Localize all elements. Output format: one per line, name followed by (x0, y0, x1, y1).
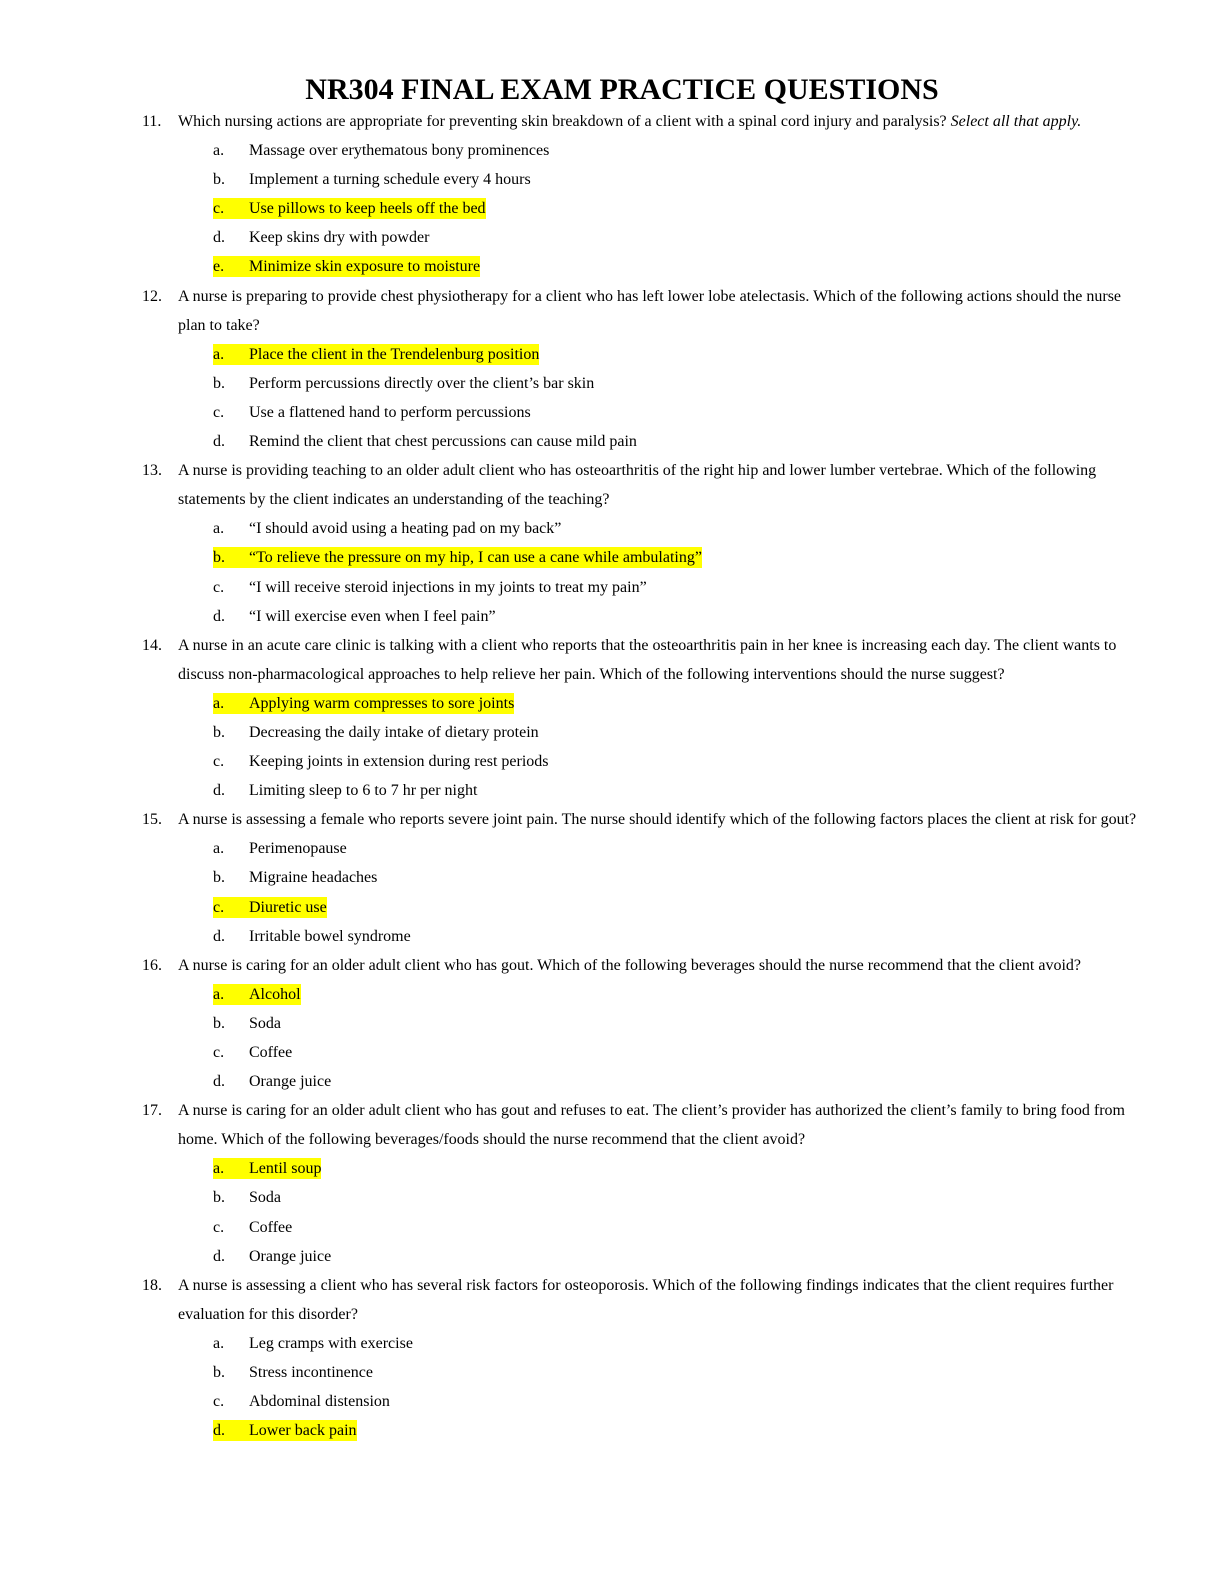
option-text: “I will receive steroid injections in my joints to treat my pain” (249, 578, 647, 596)
answer-option (0, 369, 1224, 398)
question-item (0, 107, 1224, 282)
answer-option (0, 573, 1224, 602)
option-content (213, 897, 327, 918)
option-text: Remind the client that chest percussions can cause mild pain (249, 433, 637, 451)
option-text: Applying warm compresses to sore joints (249, 694, 515, 712)
option-content (213, 1013, 281, 1034)
option-letter: c. (213, 578, 225, 596)
question-text (178, 107, 1143, 136)
option-letter: d. (213, 229, 225, 247)
option-text: Use pillows to keep heels off the bed (249, 200, 486, 218)
answer-option (0, 863, 1224, 892)
option-text: Keeping joints in extension during rest periods (249, 753, 549, 771)
option-content (213, 518, 561, 539)
option-content (213, 693, 514, 714)
question-stem: A nurse is assessing a client who has several risk factors for osteoporosis. Which of the following findings indicates that the client requires further evaluation for this disorder? (178, 1276, 1114, 1323)
question-item (0, 951, 1224, 1096)
option-content (213, 1333, 413, 1354)
question-number: 17. (142, 1102, 162, 1120)
question-text (178, 456, 1143, 514)
option-content (213, 1391, 390, 1412)
option-letter: d. (213, 782, 225, 800)
option-text: “I should avoid using a heating pad on my back” (249, 520, 562, 538)
answer-option (0, 136, 1224, 165)
question-item (0, 631, 1224, 806)
option-letter: b. (213, 374, 225, 392)
answer-option (0, 1329, 1224, 1358)
option-content (213, 1246, 331, 1267)
option-content (213, 722, 539, 743)
option-letter: c. (213, 1044, 225, 1061)
answer-option-highlighted (0, 980, 1224, 1009)
answer-option (0, 165, 1224, 194)
option-text: Perform percussions directly over the client’s bar skin (249, 374, 595, 392)
option-content (213, 169, 531, 190)
option-content (213, 606, 496, 627)
option-letter: b. (213, 1364, 225, 1382)
option-text: Lower back pain (249, 1422, 357, 1440)
option-letter: b. (213, 869, 225, 887)
option-content (213, 926, 411, 947)
option-letter: a. (213, 694, 225, 712)
question-item (0, 282, 1224, 457)
option-text: Massage over erythematous bony prominences (249, 142, 550, 160)
question-text (178, 805, 1143, 834)
option-list (0, 980, 1224, 1096)
option-content (213, 198, 486, 219)
answer-option (0, 1358, 1224, 1387)
option-letter: d. (213, 607, 225, 625)
answer-option-highlighted (0, 194, 1224, 223)
question-stem: Which nursing actions are appropriate for preventing skin breakdown of a client with a spinal cord injury and paralysis? (178, 113, 951, 130)
answer-option (0, 223, 1224, 252)
option-letter: a. (213, 985, 225, 1003)
question-item (0, 805, 1224, 950)
option-text: Orange juice (249, 1073, 332, 1091)
option-text: Abdominal distension (249, 1393, 390, 1411)
option-content (213, 344, 539, 365)
option-letter: d. (213, 927, 225, 945)
answer-option-highlighted (0, 1416, 1224, 1445)
option-letter: b. (213, 549, 225, 567)
question-stem: A nurse in an acute care clinic is talking with a client who reports that the osteoarthritis pain in her knee is increasing each day. The client wants to discuss non-pharmacological approaches to help relieve her pain. Which of the following interventions should the nurse suggest? (178, 636, 1117, 683)
answer-option (0, 514, 1224, 543)
question-number: 15. (142, 811, 162, 829)
option-letter: c. (213, 200, 225, 218)
option-text: Minimize skin exposure to moisture (249, 258, 481, 276)
question-instruction: Select all that apply. (950, 113, 1082, 130)
option-letter: d. (213, 1422, 225, 1440)
answer-option-highlighted (0, 893, 1224, 922)
option-content (213, 984, 301, 1005)
option-text: Use a flattened hand to perform percussions (249, 403, 531, 421)
option-letter: a. (213, 1334, 225, 1352)
option-text: Place the client in the Trendelenburg position (249, 345, 540, 363)
option-letter: a. (213, 520, 225, 538)
option-letter: c. (213, 403, 225, 421)
question-item (0, 456, 1224, 631)
question-number: 13. (142, 462, 162, 480)
option-letter: d. (213, 433, 225, 451)
option-text: Orange juice (249, 1247, 332, 1265)
option-letter: b. (213, 723, 225, 741)
option-text: Stress incontinence (249, 1364, 373, 1382)
option-text: Migraine headaches (249, 869, 378, 887)
question-item (0, 1096, 1224, 1271)
option-content (213, 373, 594, 394)
option-letter: a. (213, 345, 225, 363)
option-text: “I will exercise even when I feel pain” (249, 607, 496, 625)
option-content (213, 1420, 357, 1441)
question-stem: A nurse is assessing a female who reports severe joint pain. The nurse should identify which of the following factors places the client at risk for gout? (178, 811, 1137, 829)
option-content (213, 1187, 281, 1208)
option-letter: e. (213, 258, 225, 276)
question-number: 11. (142, 113, 162, 130)
option-content (213, 577, 647, 598)
option-content (213, 547, 702, 568)
option-letter: c. (213, 898, 225, 916)
option-letter: b. (213, 171, 225, 189)
question-stem: A nurse is caring for an older adult client who has gout. Which of the following beverages should the nurse recommend that the client avoid? (178, 956, 1082, 974)
question-text (178, 631, 1143, 689)
option-content (213, 1071, 331, 1092)
option-content (213, 402, 531, 423)
question-number: 12. (142, 287, 162, 305)
option-content (213, 227, 429, 248)
answer-option (0, 834, 1224, 863)
option-list (0, 1329, 1224, 1445)
option-content (213, 256, 480, 277)
question-text (178, 1096, 1143, 1154)
answer-option (0, 398, 1224, 427)
option-text: Limiting sleep to 6 to 7 hr per night (249, 782, 478, 800)
page-title: NR304 FINAL EXAM PRACTICE QUESTIONS (305, 73, 939, 106)
option-text: Soda (249, 1014, 281, 1032)
option-letter: d. (213, 1073, 225, 1091)
option-letter: b. (213, 1189, 225, 1207)
answer-option (0, 427, 1224, 456)
answer-option (0, 1038, 1224, 1067)
option-letter: a. (213, 840, 225, 858)
answer-option (0, 747, 1224, 776)
question-number: 18. (142, 1276, 162, 1294)
option-letter: a. (213, 142, 225, 160)
option-text: Implement a turning schedule every 4 hours (249, 171, 531, 189)
option-text: Coffee (249, 1218, 293, 1236)
option-content (213, 431, 637, 452)
option-content (213, 838, 347, 859)
option-text: Decreasing the daily intake of dietary protein (249, 723, 539, 741)
option-content (213, 867, 377, 888)
option-text: Coffee (249, 1044, 293, 1061)
option-list (0, 136, 1224, 281)
question-list (0, 107, 1224, 1445)
question-text (178, 1271, 1143, 1329)
option-letter: d. (213, 1247, 225, 1265)
option-content (213, 751, 549, 772)
option-text: “To relieve the pressure on my hip, I can use a cane while ambulating” (249, 549, 702, 567)
option-text: Soda (249, 1189, 281, 1207)
question-stem: A nurse is providing teaching to an older adult client who has osteoarthritis of the right hip and lower lumber vertebrae. Which of the following statements by the client indicates an understanding of the teaching? (178, 462, 1097, 509)
question-stem: A nurse is caring for an older adult client who has gout and refuses to eat. The client’s provider has authorized the client’s family to bring food from home. Which of the following beverages/foods should the nurse recommend that the client avoid? (178, 1102, 1125, 1149)
answer-option (0, 1067, 1224, 1096)
option-letter: c. (213, 753, 225, 771)
question-text (178, 282, 1143, 340)
question-item (0, 1271, 1224, 1446)
option-text: Lentil soup (249, 1160, 322, 1178)
option-content (213, 1217, 292, 1238)
answer-option (0, 922, 1224, 951)
option-text: Alcohol (249, 985, 301, 1003)
answer-option (0, 602, 1224, 631)
option-content (213, 1158, 321, 1179)
option-content (213, 1042, 292, 1063)
option-letter: c. (213, 1393, 225, 1411)
question-text (178, 951, 1143, 980)
question-number: 14. (142, 636, 162, 654)
question-number: 16. (142, 956, 162, 974)
answer-option-highlighted (0, 689, 1224, 718)
answer-option (0, 1387, 1224, 1416)
answer-option (0, 776, 1224, 805)
answer-option (0, 1009, 1224, 1038)
option-text: Irritable bowel syndrome (249, 927, 411, 945)
option-letter: c. (213, 1218, 225, 1236)
answer-option-highlighted (0, 1154, 1224, 1183)
option-list (0, 834, 1224, 950)
option-list (0, 689, 1224, 805)
answer-option (0, 1242, 1224, 1271)
option-text: Leg cramps with exercise (249, 1334, 413, 1352)
option-text: Keep skins dry with powder (249, 229, 430, 247)
option-content (213, 1362, 373, 1383)
option-letter: b. (213, 1014, 225, 1032)
option-content (213, 140, 549, 161)
option-list (0, 1154, 1224, 1270)
option-text: Diuretic use (249, 898, 327, 916)
option-text: Perimenopause (249, 840, 347, 858)
answer-option (0, 1183, 1224, 1212)
option-list (0, 340, 1224, 456)
answer-option (0, 1213, 1224, 1242)
option-list (0, 514, 1224, 630)
answer-option-highlighted (0, 340, 1224, 369)
answer-option-highlighted (0, 543, 1224, 572)
question-stem: A nurse is preparing to provide chest physiotherapy for a client who has left lower lobe atelectasis. Which of the following actions should the nurse plan to take? (178, 287, 1122, 334)
answer-option (0, 718, 1224, 747)
option-letter: a. (213, 1160, 225, 1178)
answer-option-highlighted (0, 252, 1224, 281)
option-content (213, 780, 477, 801)
